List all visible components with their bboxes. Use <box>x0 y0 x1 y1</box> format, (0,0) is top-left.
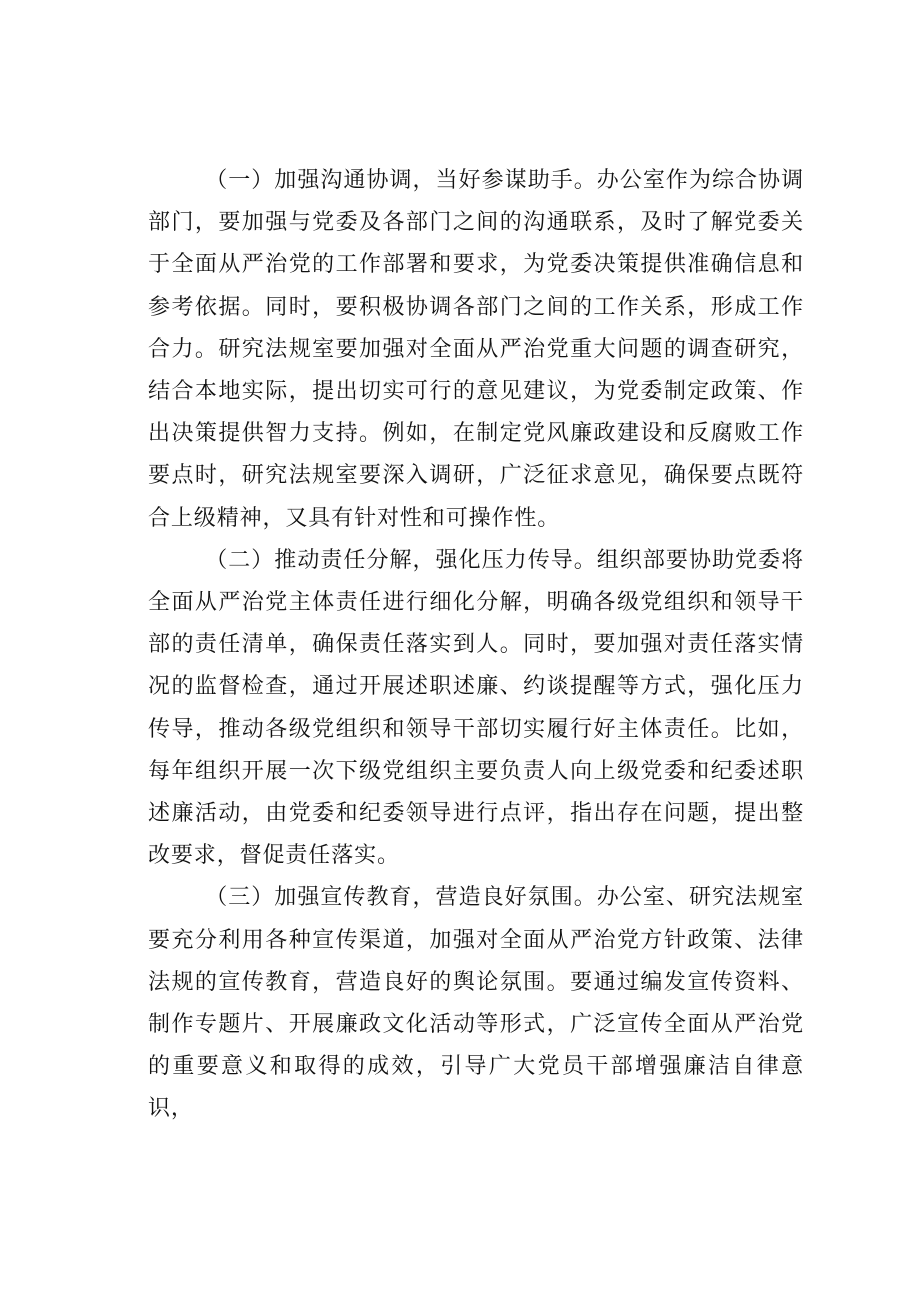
document-body <box>148 160 804 1131</box>
paragraph-responsibility: （二）推动责任分解，强化压力传导。组织部要协助党委将全面从严治党主体责任进行细化分解，明确各级党组织和领导干部的责任清单，确保责任落实到人。同时，要加强对责任落实情况的监督检查，通过开展述职述廉、约谈提醒等方式，强化压力传导，推动各级党组织和领导干部切实履行好主体责任。比如，每年组织开展一次下级党组织主要负责人向上级党委和纪委述职述廉活动，由党委和纪委领导进行点评，指出存在问题，提出整改要求，督促责任落实。 <box>148 547 804 869</box>
paragraph-publicity: （三）加强宣传教育，营造良好氛围。办公室、研究法规室要充分利用各种宣传渠道，加强对全面从严治党方针政策、法律法规的宣传教育，营造良好的舆论氛围。要通过编发宣传资料、制作专题片、开展廉政文化活动等形式，广泛宣传全面从严治党的重要意义和取得的成效，引导广大党员干部增强廉洁自律意识， <box>148 885 804 1122</box>
paragraph-coordination: （一）加强沟通协调，当好参谋助手。办公室作为综合协调部门，要加强与党委及各部门之间的沟通联系，及时了解党委关于全面从严治党的工作部署和要求，为党委决策提供准确信息和参考依据。同时，要积极协调各部门之间的工作关系，形成工作合力。研究法规室要加强对全面从严治党重大问题的调查研究，结合本地实际，提出切实可行的意见建议，为党委制定政策、作出决策提供智力支持。例如，在制定党风廉政建设和反腐败工作要点时，研究法规室要深入调研，广泛征求意见，确保要点既符合上级精神，又具有针对性和可操作性。 <box>148 168 804 531</box>
